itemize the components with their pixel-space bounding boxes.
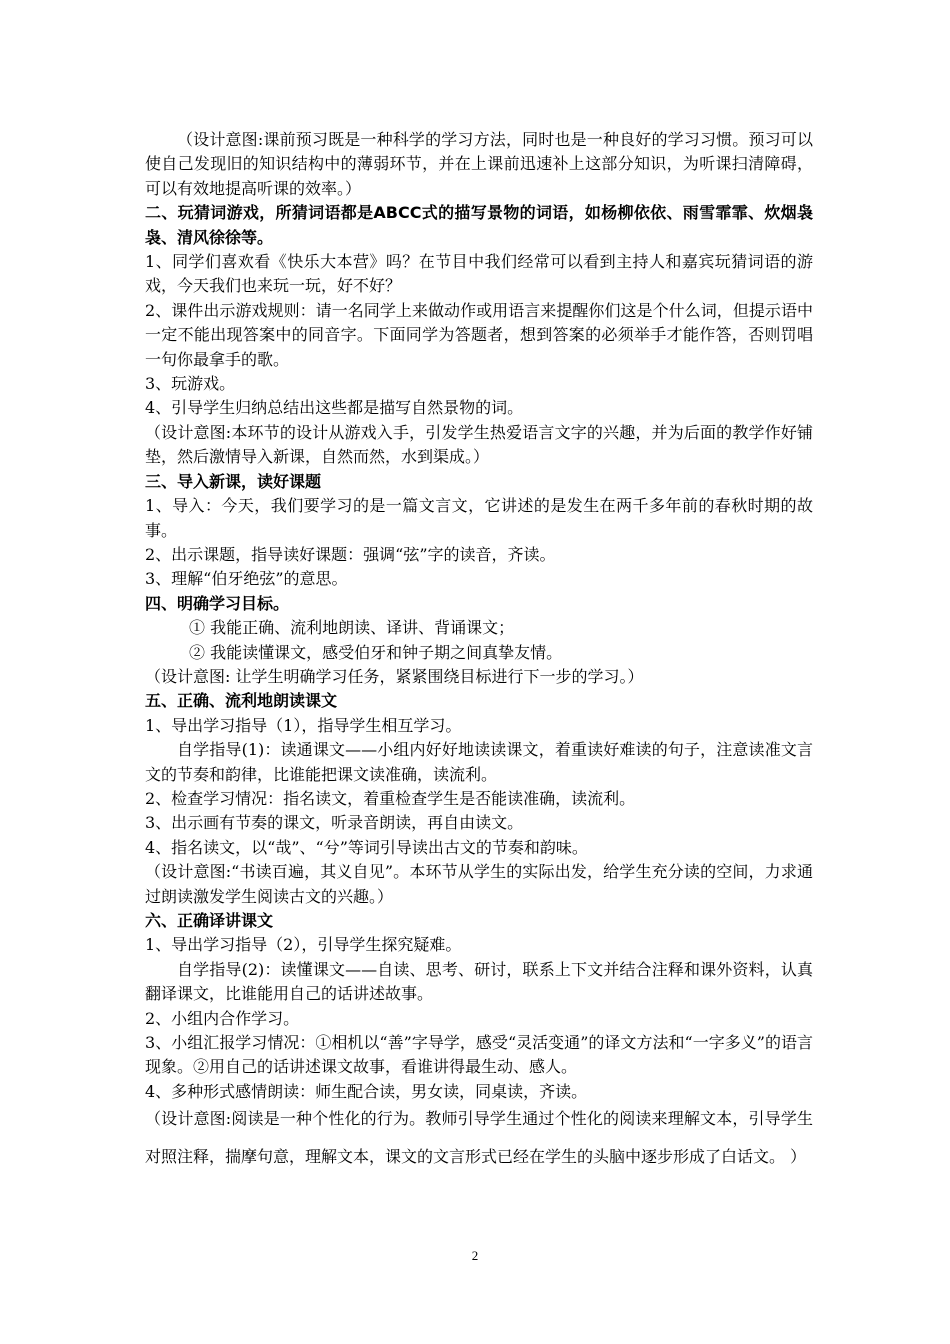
paragraph: 2、小组内合作学习。	[145, 1008, 300, 1028]
paragraph: 3、小组汇报学习情况：①相机以“善”字导学，感受“灵活变通”的译文方法和“一字多义”的语言现象。②用自己的话讲述课文故事，看谁讲得最生动、感人。	[145, 1033, 813, 1077]
paragraph: 1、导出学习指导（1），指导学生相互学习。	[145, 715, 462, 735]
document-body	[145, 128, 813, 1176]
page-number: 2	[471, 1248, 479, 1263]
paragraph: ② 我能读懂课文，感受伯牙和钟子期之间真挚友情。	[189, 642, 563, 662]
paragraph: ① 我能正确、流利地朗读、译讲、背诵课文；	[189, 618, 515, 638]
paragraph: 自学指导(2)：读懂课文——自读、思考、研讨，联系上下文并结合注释和课外资料，认真翻译课文，比谁能用自己的话讲述故事。	[145, 959, 813, 1004]
paragraph: 1、导出学习指导（2），引导学生探究疑难。	[145, 935, 462, 955]
paragraph: 1、同学们喜欢看《快乐大本营》吗？在节目中我们经常可以看到主持人和嘉宾玩猜词语的游戏，今天我们也来玩一玩，好不好？	[145, 252, 813, 296]
paragraph: （设计意图:课前预习既是一种科学的学习方法，同时也是一种良好的学习习惯。预习可以使自己发现旧的知识结构中的薄弱环节，并在上课前迅速补上这部分知识，为听课扫清障碍，可以有效地提高听课的效率。）	[145, 130, 813, 198]
paragraph: （设计意图: 让学生明确学习任务，紧紧围绕目标进行下一步的学习。）	[145, 666, 644, 686]
paragraph: 4、引导学生归纳总结出这些都是描写自然景物的词。	[145, 398, 524, 418]
paragraph: 1、导入：今天，我们要学习的是一篇文言文，它讲述的是发生在两千多年前的春秋时期的故事。	[145, 496, 813, 540]
section-heading: 二、玩猜词游戏，所猜词语都是ABCC式的描写景物的词语，如杨柳依依、雨雪霏霏、炊烟袅袅、清风徐徐等。	[145, 203, 813, 247]
paragraph: 3、玩游戏。	[145, 374, 236, 394]
paragraph: 4、多种形式感情朗读：师生配合读，男女读，同桌读，齐读。	[145, 1081, 588, 1101]
section-heading: 三、导入新课，读好课题	[145, 471, 322, 491]
paragraph: 3、理解“伯牙绝弦”的意思。	[145, 569, 348, 589]
paragraph: 4、指名读文，以“哉”、“兮”等词引导读出古文的节奏和韵味。	[145, 837, 588, 857]
paragraph: （设计意图:本环节的设计从游戏入手，引发学生热爱语言文字的兴趣，并为后面的教学作好铺垫，然后激情导入新课，自然而然，水到渠成。）	[145, 422, 813, 467]
paragraph: 3、出示画有节奏的课文，听录音朗读，再自由读文。	[145, 813, 524, 833]
paragraph: 2、出示课题，指导读好课题：强调“弦”字的读音，齐读。	[145, 544, 556, 564]
paragraph: （设计意图:阅读是一种个性化的行为。教师引导学生通过个性化的阅读来理解文本，引导学生对照注释，揣摩句意，理解文本，课文的文言形式已经在学生的头脑中逐步形成了白话文。 ）	[145, 1109, 813, 1167]
section-heading: 六、正确译讲课文	[145, 911, 274, 930]
section-heading: 五、正确、流利地朗读课文	[145, 691, 338, 711]
paragraph: 自学指导(1)：读通课文——小组内好好地读读课文，着重读好难读的句子，注意读准文言文的节奏和韵律，比谁能把课文读准确，读流利。	[145, 740, 813, 784]
section-heading: 四、明确学习目标。	[145, 593, 290, 613]
paragraph: 2、检查学习情况：指名读文，着重检查学生是否能读准确，读流利。	[145, 788, 636, 808]
paragraph: 2、课件出示游戏规则：请一名同学上来做动作或用语言来提醒你们这是个什么词，但提示语中一定不能出现答案中的同音字。下面同学为答题者，想到答案的必须举手才能作答，否则罚唱一句你最拿手的歌。	[145, 300, 813, 369]
paragraph: （设计意图:“书读百遍，其义自见”。本环节从学生的实际出发，给学生充分读的空间，力求通过朗读激发学生阅读古文的兴趣。）	[145, 862, 813, 906]
